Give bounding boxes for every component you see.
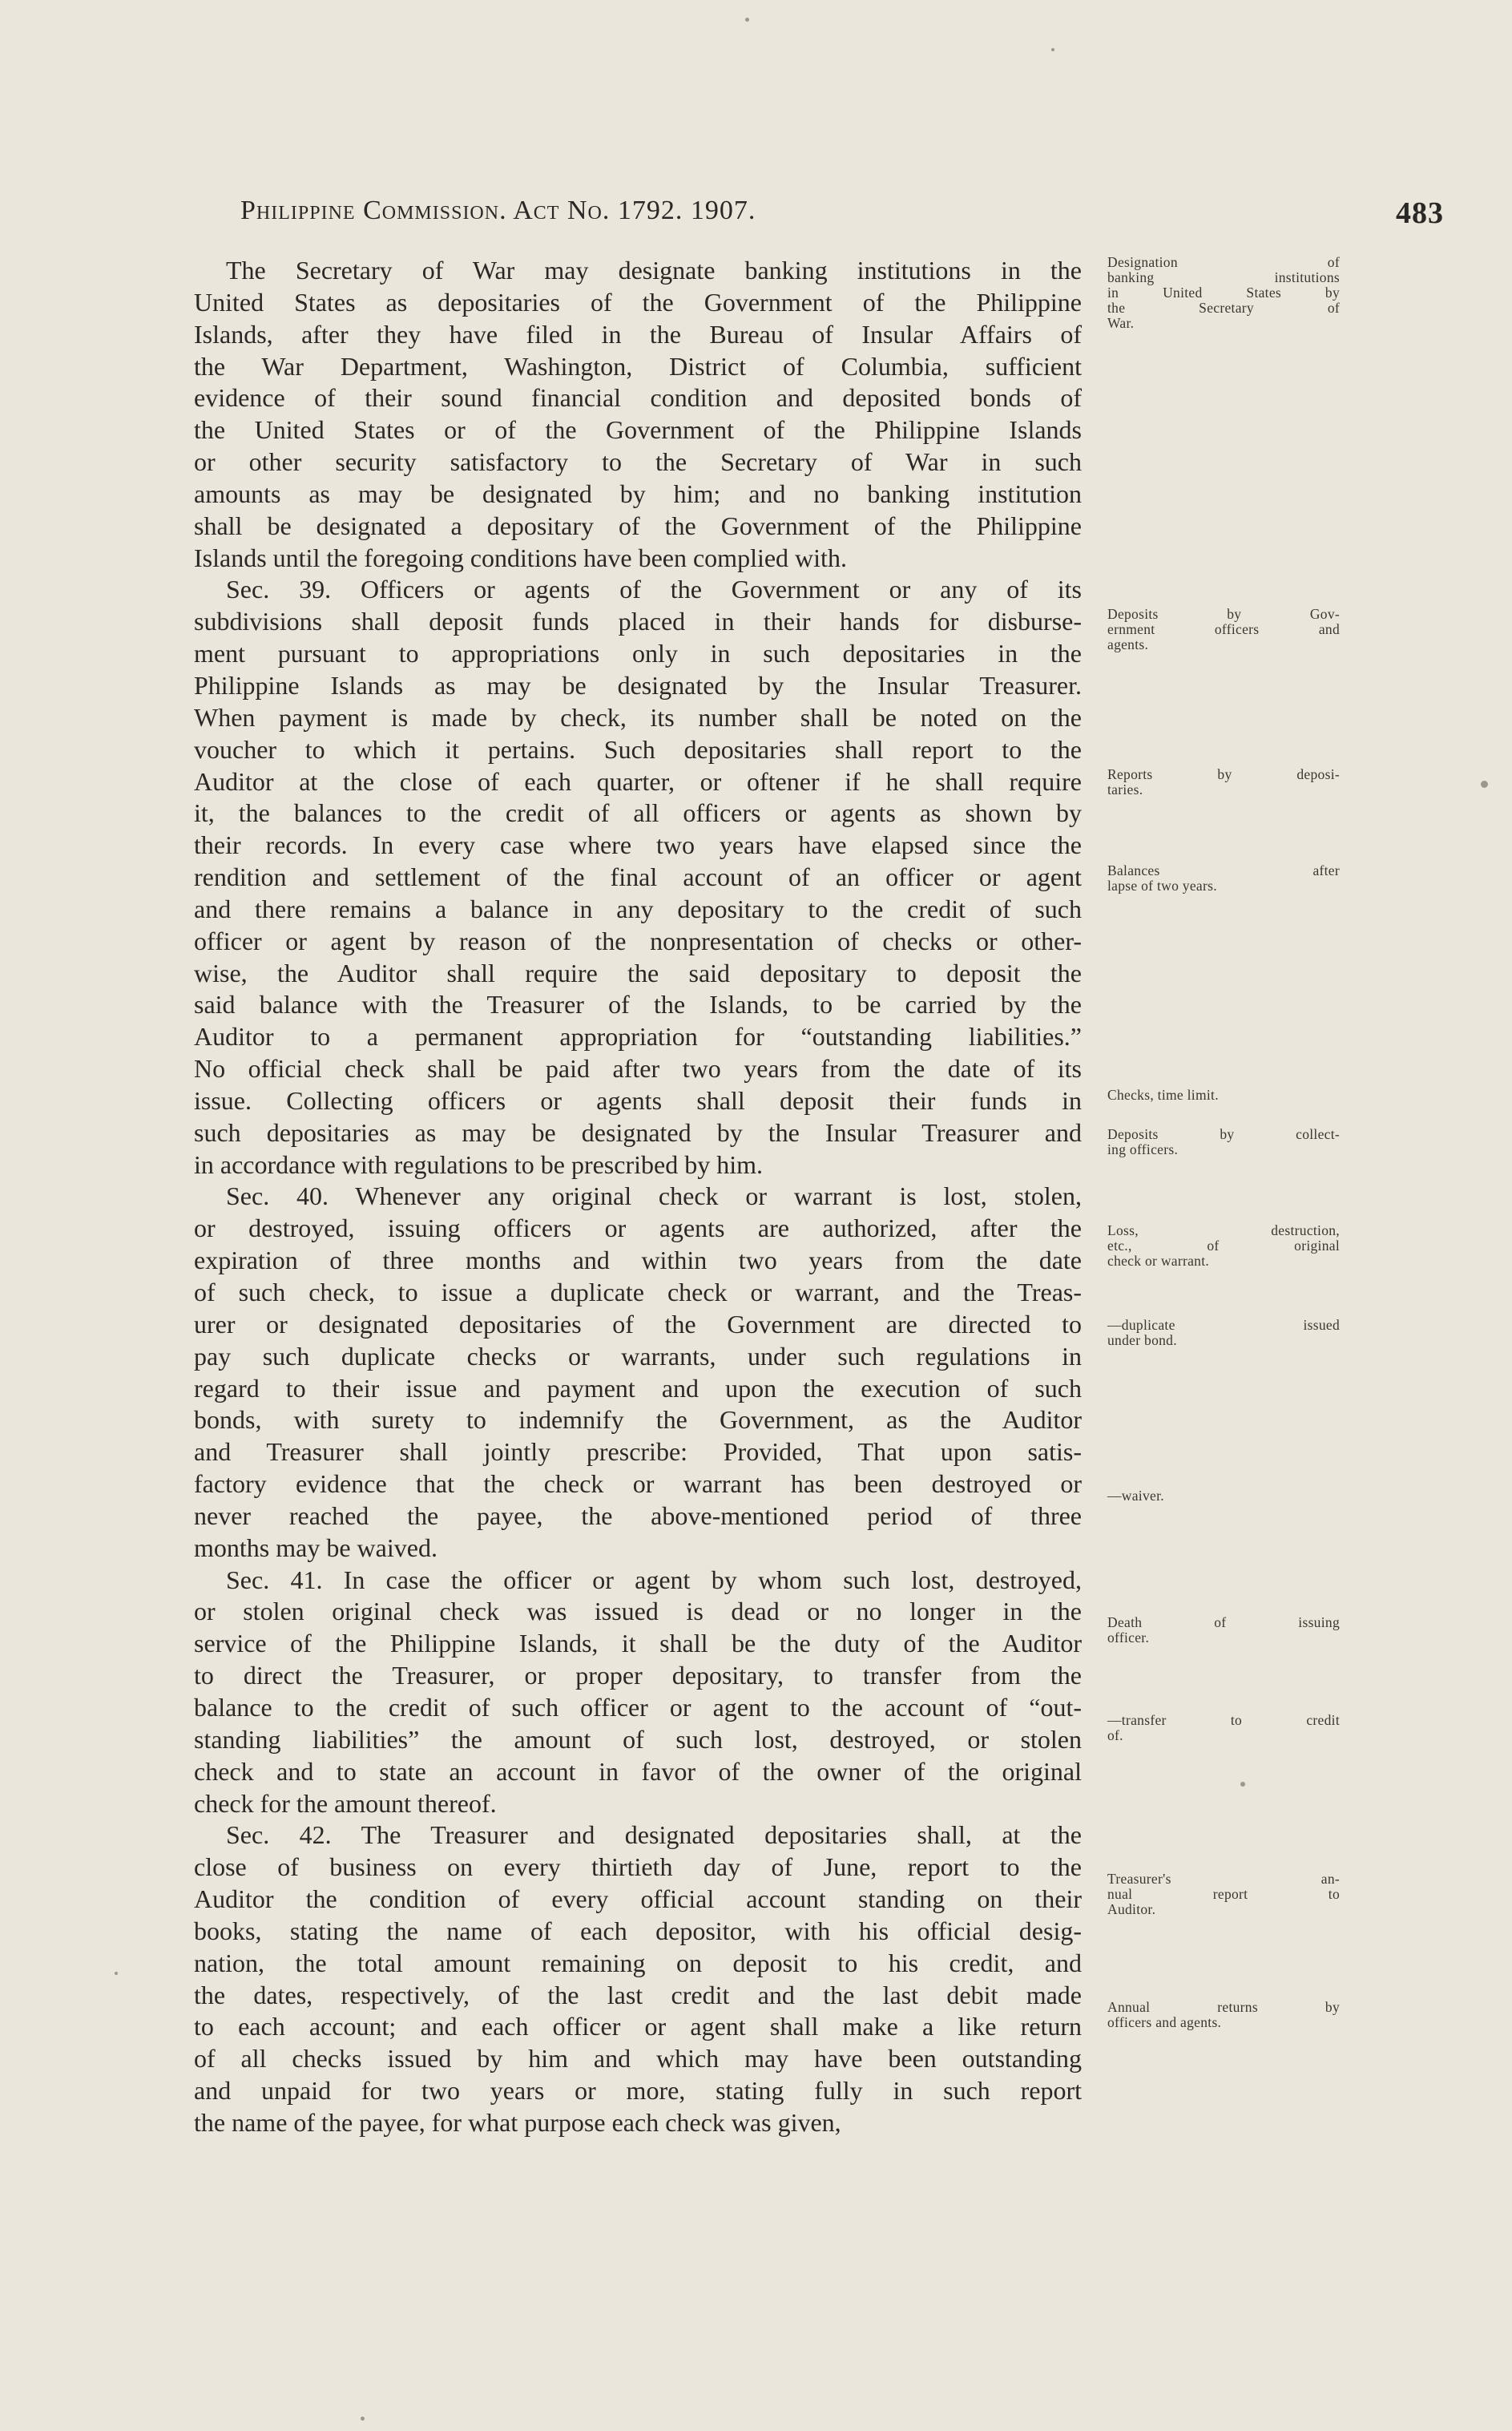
margin-note-line: War.	[1107, 315, 1135, 331]
text-line: Sec. 42. The Treasurer and designated depositaries shall, at the	[226, 1820, 1082, 1850]
text-line: Sec. 40. Whenever any original check or warrant is lost, stolen,	[226, 1181, 1082, 1211]
margin-note-line: in United States by	[1107, 285, 1340, 301]
margin-note	[1107, 1127, 1340, 1157]
margin-note	[1107, 1088, 1340, 1103]
margin-note	[1107, 1488, 1340, 1504]
margin-note	[1107, 1223, 1340, 1269]
margin-note	[1107, 1615, 1340, 1646]
text-line: the United States or of the Government of the Philippine Islands	[194, 415, 1082, 445]
text-line: of such check, to issue a duplicate check or warrant, and the Treas-	[194, 1278, 1082, 1306]
text-line: expiration of three months and within two years from the date	[194, 1246, 1082, 1275]
scan-speck	[1481, 781, 1488, 788]
paragraph	[194, 574, 1082, 1181]
text-line: officer or agent by reason of the nonpresentation of checks or other-	[194, 926, 1082, 955]
margin-note	[1107, 767, 1340, 798]
text-line: wise, the Auditor shall require the said depositary to deposit the	[194, 958, 1082, 987]
text-line: amounts as may be designated by him; and no banking institution	[194, 479, 1082, 508]
text-line: to each account; and each officer or agent shall make a like return	[194, 2012, 1082, 2041]
margin-note-line: Designation of	[1107, 254, 1340, 270]
text-line: balance to the credit of such officer or agent to the account of “out-	[194, 1692, 1082, 1722]
text-line: said balance with the Treasurer of the Islands, to be carried by the	[194, 990, 1082, 1020]
scan-speck	[1051, 48, 1054, 51]
text-line: nation, the total amount remaining on deposit to his credit, and	[194, 1948, 1082, 1977]
text-line: evidence of their sound financial condition and deposited bonds of	[194, 383, 1082, 413]
margin-note-line: check or warrant.	[1107, 1253, 1210, 1269]
text-line: The Secretary of War may designate banking institutions in the	[226, 256, 1082, 285]
margin-note-line: Loss, destruction,	[1107, 1222, 1340, 1238]
margin-note-line: taries.	[1107, 781, 1143, 798]
margin-note	[1107, 1713, 1340, 1743]
text-line: rendition and settlement of the final account of an officer or agent	[194, 862, 1082, 892]
text-line: check for the amount thereof.	[194, 1788, 497, 1818]
margin-note-line: Balances after	[1107, 862, 1340, 878]
margin-note-line: Deposits by collect-	[1107, 1126, 1340, 1142]
margin-note-line: under bond.	[1107, 1332, 1177, 1348]
text-line: never reached the payee, the above-mentioned period of three	[194, 1500, 1082, 1530]
text-line: United States as depositaries of the Government of the Philippine	[194, 287, 1082, 317]
text-line: and there remains a balance in any depositary to the credit of such	[194, 894, 1082, 923]
margin-note-line: officer.	[1107, 1629, 1150, 1646]
text-line: Philippine Islands as may be designated by the Insular Treasurer.	[194, 670, 1082, 700]
text-line: months may be waived.	[194, 1532, 437, 1562]
text-line: close of business on every thirtieth day of June, report to the	[194, 1852, 1082, 1882]
margin-note-line: Annual returns by	[1107, 1999, 1340, 2015]
text-line: such depositaries as may be designated by the Insular Treasurer and	[194, 1117, 1082, 1147]
margin-note-line: —waiver.	[1107, 1488, 1164, 1504]
margin-note-line: —duplicate issued	[1107, 1317, 1340, 1333]
margin-note	[1107, 1872, 1340, 1917]
text-line: Auditor the condition of every official account standing on their	[194, 1884, 1082, 1914]
paragraph	[194, 255, 1082, 574]
margin-note-line: Treasurer's an-	[1107, 1871, 1340, 1887]
margin-note	[1107, 863, 1340, 894]
margin-note-line: Auditor.	[1107, 1901, 1156, 1917]
margin-note-line: Reports by deposi-	[1107, 766, 1340, 782]
text-line: Sec. 39. Officers or agents of the Government or any of its	[226, 575, 1082, 604]
text-line: standing liabilities” the amount of such lost, destroyed, or stolen	[194, 1724, 1082, 1754]
margin-note-line: agents.	[1107, 636, 1149, 652]
page-number: 483	[1396, 196, 1444, 230]
margin-note-line: nual report to	[1107, 1886, 1340, 1902]
text-line: Islands, after they have filed in the Bureau of Insular Affairs of	[194, 319, 1082, 349]
page-header	[0, 183, 1512, 231]
scan-speck	[745, 18, 749, 22]
body-text	[194, 255, 1082, 2139]
text-line: check and to state an account in favor of the owner of the original	[194, 1756, 1082, 1786]
margin-note	[1107, 255, 1340, 331]
text-line: their records. In every case where two years have elapsed since the	[194, 830, 1082, 860]
text-line: Islands until the foregoing conditions have been complied with.	[194, 543, 847, 572]
text-line: or destroyed, issuing officers or agents are authorized, after the	[194, 1213, 1082, 1243]
margin-note	[1107, 2000, 1340, 2030]
margin-note-line: etc., of original	[1107, 1238, 1340, 1254]
text-line: or stolen original check was issued is dead or no longer in the	[194, 1597, 1082, 1626]
margin-note-line: officers and agents.	[1107, 2014, 1222, 2030]
margin-note-line: Checks, time limit.	[1107, 1087, 1219, 1103]
text-line: urer or designated depositaries of the Government are directed to	[194, 1309, 1082, 1339]
text-line: bonds, with surety to indemnify the Government, as the Auditor	[194, 1405, 1082, 1435]
margin-note	[1107, 607, 1340, 652]
text-line: in accordance with regulations to be prescribed by him.	[194, 1149, 763, 1179]
margin-note-line: the Secretary of	[1107, 300, 1340, 316]
text-line: Sec. 41. In case the officer or agent by whom such lost, destroyed,	[226, 1565, 1082, 1594]
text-line: and unpaid for two years or more, stating fully in such report	[194, 2076, 1082, 2106]
text-line: No official check shall be paid after two years from the date of its	[194, 1054, 1082, 1084]
text-line: shall be designated a depositary of the Government of the Philippine	[194, 511, 1082, 540]
text-line: subdivisions shall deposit funds placed in their hands for disburse-	[194, 607, 1082, 636]
paragraph	[194, 1819, 1082, 2138]
text-line: Auditor at the close of each quarter, or oftener if he shall require	[194, 766, 1082, 796]
scan-speck	[115, 1972, 118, 1975]
text-line: the name of the payee, for what purpose each check was given,	[194, 2107, 841, 2137]
margin-note-line: —transfer to credit	[1107, 1712, 1340, 1728]
margin-note-line: banking institutions	[1107, 269, 1340, 285]
text-line: voucher to which it pertains. Such depositaries shall report to the	[194, 734, 1082, 764]
text-line: When payment is made by check, its number shall be noted on the	[194, 702, 1082, 732]
margin-note-line: ing officers.	[1107, 1141, 1179, 1157]
margin-note-line: ernment officers and	[1107, 621, 1340, 637]
margin-note	[1107, 1318, 1340, 1348]
scan-speck	[361, 2417, 365, 2421]
text-line: the War Department, Washington, District of Columbia, sufficient	[194, 351, 1082, 381]
text-line: the dates, respectively, of the last credit and the last debit made	[194, 1980, 1082, 2009]
paragraph	[194, 1565, 1082, 1820]
margin-note-line: of.	[1107, 1727, 1123, 1743]
scan-speck	[1240, 1782, 1245, 1787]
margin-note-line: Death of issuing	[1107, 1614, 1340, 1630]
text-line: pay such duplicate checks or warrants, under such regulations in	[194, 1341, 1082, 1371]
text-line: service of the Philippine Islands, it shall be the duty of the Auditor	[194, 1629, 1082, 1658]
text-line: Auditor to a permanent appropriation for “outstanding liabilities.”	[194, 1022, 1082, 1052]
text-line: regard to their issue and payment and upon the execution of such	[194, 1373, 1082, 1403]
text-line: ment pursuant to appropriations only in such depositaries in the	[194, 639, 1082, 668]
text-line: of all checks issued by him and which may have been outstanding	[194, 2044, 1082, 2074]
text-line: it, the balances to the credit of all officers or agents as shown by	[194, 798, 1082, 828]
text-line: books, stating the name of each depositor, with his official desig-	[194, 1916, 1082, 1945]
running-title: Philippine Commission. Act No. 1792. 1907.	[240, 196, 756, 225]
text-line: to direct the Treasurer, or proper depositary, to transfer from the	[194, 1661, 1082, 1690]
text-line: and Treasurer shall jointly prescribe: Provided, That upon satis-	[194, 1437, 1082, 1467]
text-line: factory evidence that the check or warrant has been destroyed or	[194, 1469, 1082, 1499]
text-line: issue. Collecting officers or agents shall deposit their funds in	[194, 1085, 1082, 1115]
text-line: or other security satisfactory to the Secretary of War in such	[194, 447, 1082, 477]
margin-note-line: Deposits by Gov-	[1107, 606, 1340, 622]
paragraph	[194, 1181, 1082, 1564]
margin-note-line: lapse of two years.	[1107, 878, 1217, 894]
